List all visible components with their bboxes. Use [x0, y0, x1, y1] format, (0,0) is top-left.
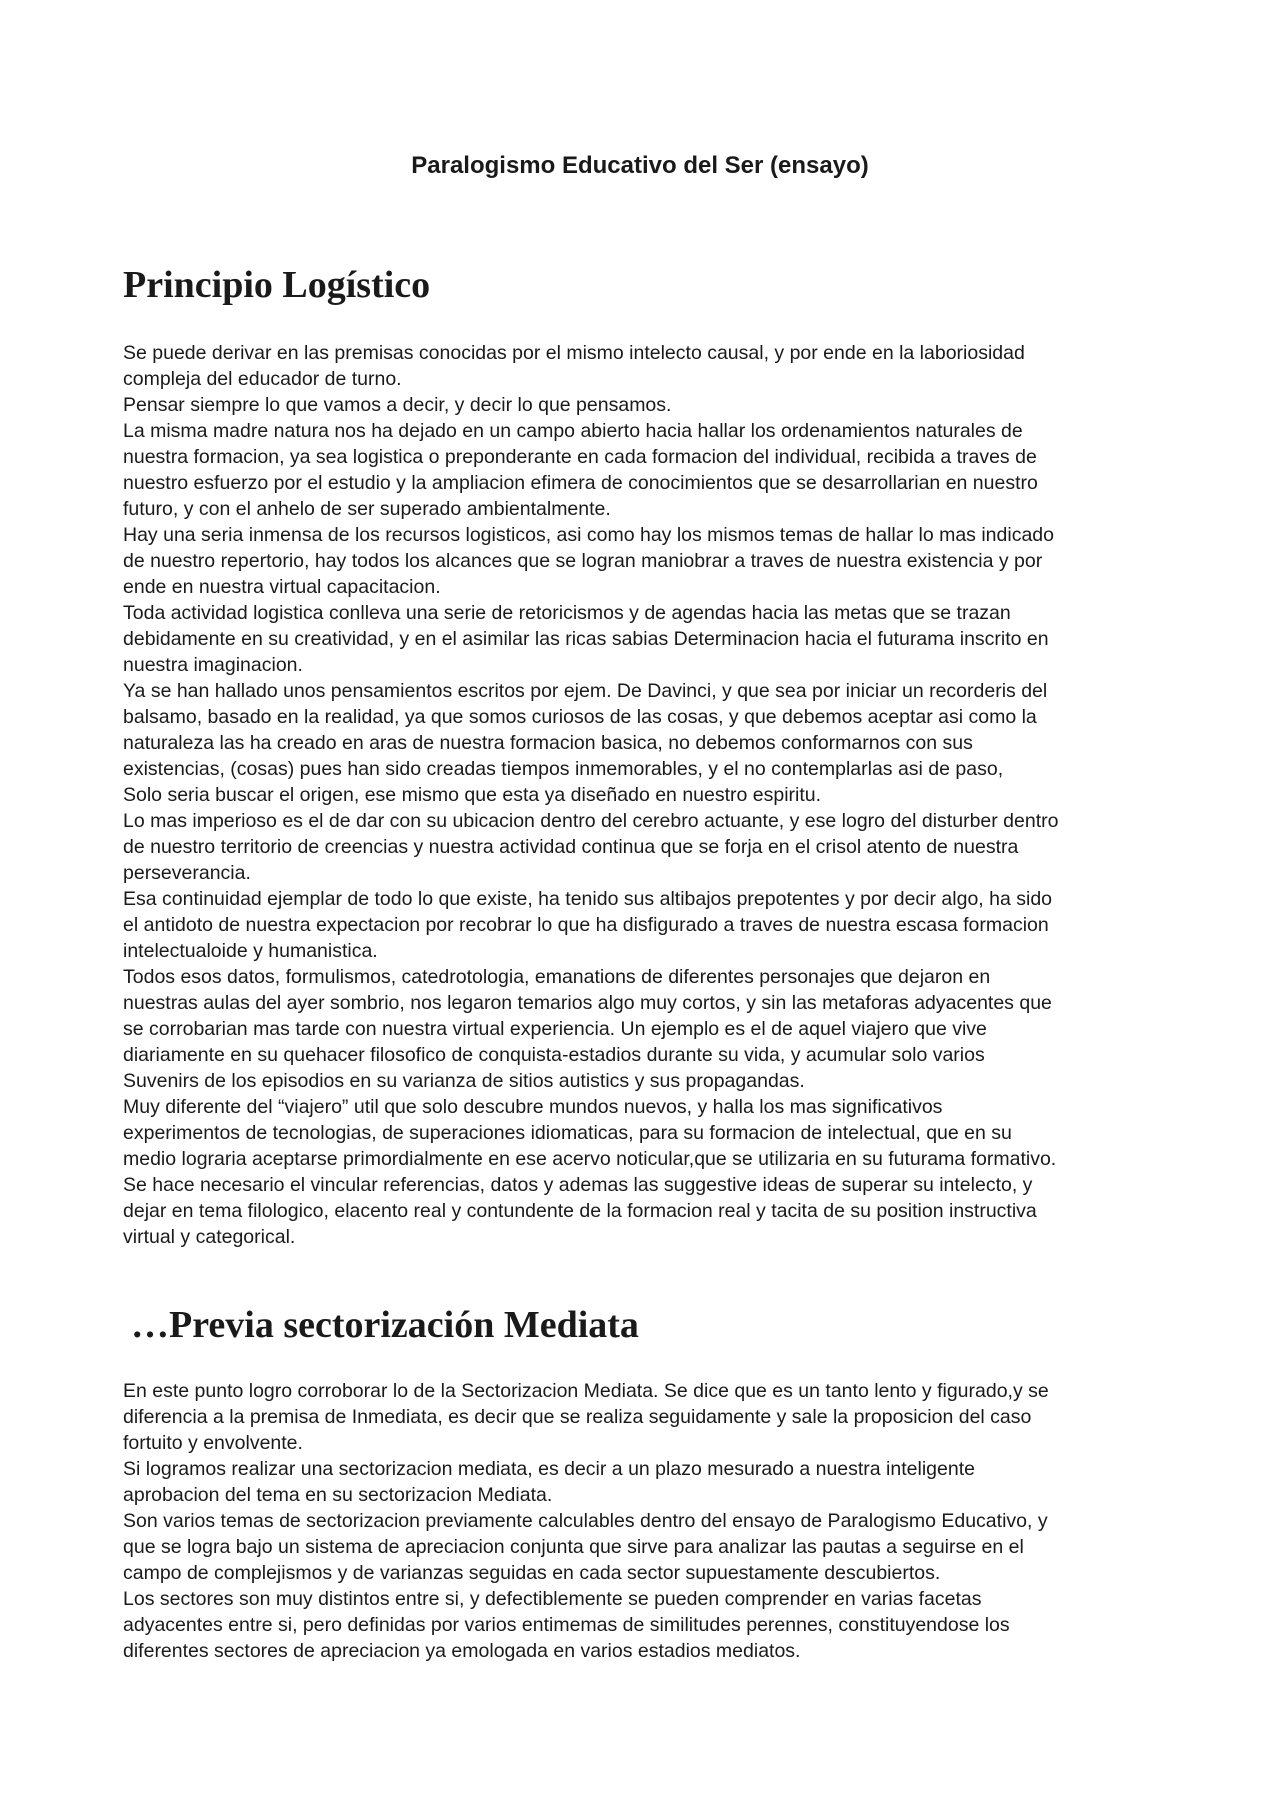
section-body-previa-sectorizacion [123, 1378, 1175, 1664]
text-line: Hay una seria inmensa de los recursos logisticos, asi como hay los mismos temas de hallar lo mas indicado [123, 524, 1054, 546]
section-body-principio-logistico [123, 340, 1175, 1250]
text-line: ende en nuestra virtual capacitacion. [123, 576, 441, 598]
text-line: compleja del educador de turno. [123, 368, 402, 390]
text-line: nuestras aulas del ayer sombrio, nos legaron temarios algo muy cortos, y sin las metaforas adyacentes que [123, 992, 1052, 1014]
text-line: aprobacion del tema en su sectorizacion Mediata. [123, 1484, 553, 1506]
text-line: Lo mas imperioso es el de dar con su ubicacion dentro del cerebro actuante, y ese logro del disturber dentro [123, 810, 1059, 832]
text-line: En este punto logro corroborar lo de la Sectorizacion Mediata. Se dice que es un tanto lento y figurado,y se [123, 1380, 1049, 1402]
section-heading-principio-logistico: Principio Logístico [123, 264, 431, 306]
text-line: virtual y categorical. [123, 1226, 296, 1248]
text-line: Toda actividad logistica conlleva una serie de retoricismos y de agendas hacia las metas que se trazan [123, 602, 1011, 624]
text-line: naturaleza las ha creado en aras de nuestra formacion basica, no debemos conformarnos con sus [123, 732, 973, 754]
text-line: nuestro esfuerzo por el estudio y la ampliacion efimera de conocimientos que se desarrollarian en nuestro [123, 472, 1038, 494]
text-line: futuro, y con el anhelo de ser superado ambientalmente. [123, 498, 611, 520]
text-line: Los sectores son muy distintos entre si, y defectiblemente se pueden comprender en varias facetas [123, 1588, 982, 1610]
section-heading-previa-sectorizacion: …Previa sectorización Mediata [131, 1304, 639, 1346]
text-line: campo de complejismos y de varianzas seguidas en cada sector supuestamente descubiertos. [123, 1562, 941, 1584]
text-line: existencias, (cosas) pues han sido creadas tiempos inmemorables, y el no contemplarlas asi de paso, [123, 758, 1004, 780]
text-line: balsamo, basado en la realidad, ya que somos curiosos de las cosas, y que debemos aceptar asi como la [123, 706, 1037, 728]
text-line: medio lograria aceptarse primordialmente en ese acervo noticular,que se utilizaria en su futurama formativo. [123, 1148, 1057, 1170]
text-line: se corrobarian mas tarde con nuestra virtual experiencia. Un ejemplo es el de aquel viajero que vive [123, 1018, 987, 1040]
text-line: perseverancia. [123, 862, 251, 884]
text-line: debidamente en su creatividad, y en el asimilar las ricas sabias Determinacion hacia el futurama inscrito en [123, 628, 1049, 650]
text-line: Se hace necesario el vincular referencias, datos y ademas las suggestive ideas de superar su intelecto, y [123, 1174, 1033, 1196]
text-line: Son varios temas de sectorizacion previamente calculables dentro del ensayo de Paralogismo Educativo, y [123, 1510, 1048, 1532]
text-line: La misma madre natura nos ha dejado en un campo abierto hacia hallar los ordenamientos naturales de [123, 420, 1023, 442]
text-line: experimentos de tecnologias, de superaciones idiomaticas, para su formacion de intelectual, que en su [123, 1122, 1012, 1144]
text-line: Muy diferente del “viajero” util que solo descubre mundos nuevos, y halla los mas significativos [123, 1096, 943, 1118]
text-line: nuestra imaginacion. [123, 654, 303, 676]
text-line: que se logra bajo un sistema de apreciacion conjunta que sirve para analizar las pautas a seguirse en el [123, 1536, 1024, 1558]
text-line: diferencia a la premisa de Inmediata, es decir que se realiza seguidamente y sale la proposicion del caso [123, 1406, 1032, 1428]
text-line: Esa continuidad ejemplar de todo lo que existe, ha tenido sus altibajos prepotentes y por decir algo, ha sido [123, 888, 1053, 910]
text-line: de nuestro territorio de creencias y nuestra actividad continua que se forja en el crisol atento de nuestra [123, 836, 1019, 858]
document-title: Paralogismo Educativo del Ser (ensayo) [411, 152, 869, 179]
text-line: Pensar siempre lo que vamos a decir, y decir lo que pensamos. [123, 394, 672, 416]
text-line: diariamente en su quehacer filosofico de conquista-estadios durante su vida, y acumular solo varios [123, 1044, 985, 1066]
text-line: Solo seria buscar el origen, ese mismo que esta ya diseñado en nuestro espiritu. [123, 784, 822, 806]
text-line: Se puede derivar en las premisas conocidas por el mismo intelecto causal, y por ende en la laboriosidad [123, 342, 1025, 364]
text-line: adyacentes entre si, pero definidas por varios entimemas de similitudes perennes, constituyendose los [123, 1614, 1010, 1636]
text-line: nuestra formacion, ya sea logistica o preponderante en cada formacion del individual, recibida a traves de [123, 446, 1037, 468]
text-line: intelectualoide y humanistica. [123, 940, 378, 962]
text-line: el antidoto de nuestra expectacion por recobrar lo que ha disfigurado a traves de nuestra escasa formacion [123, 914, 1049, 936]
text-line: dejar en tema filologico, elacento real y contundente de la formacion real y tacita de su position instructiva [123, 1200, 1037, 1222]
text-line: de nuestro repertorio, hay todos los alcances que se logran maniobrar a traves de nuestra existencia y por [123, 550, 1043, 572]
text-line: Ya se han hallado unos pensamientos escritos por ejem. De Davinci, y que sea por iniciar un recorderis del [123, 680, 1048, 702]
text-line: diferentes sectores de apreciacion ya emologada en varios estadios mediatos. [123, 1640, 801, 1662]
text-line: Suvenirs de los episodios en su varianza de sitios autistics y sus propagandas. [123, 1070, 805, 1092]
text-line: fortuito y envolvente. [123, 1432, 303, 1454]
text-line: Todos esos datos, formulismos, catedrotologia, emanations de diferentes personajes que dejaron en [123, 966, 991, 988]
text-line: Si logramos realizar una sectorizacion mediata, es decir a un plazo mesurado a nuestra inteligente [123, 1458, 975, 1480]
